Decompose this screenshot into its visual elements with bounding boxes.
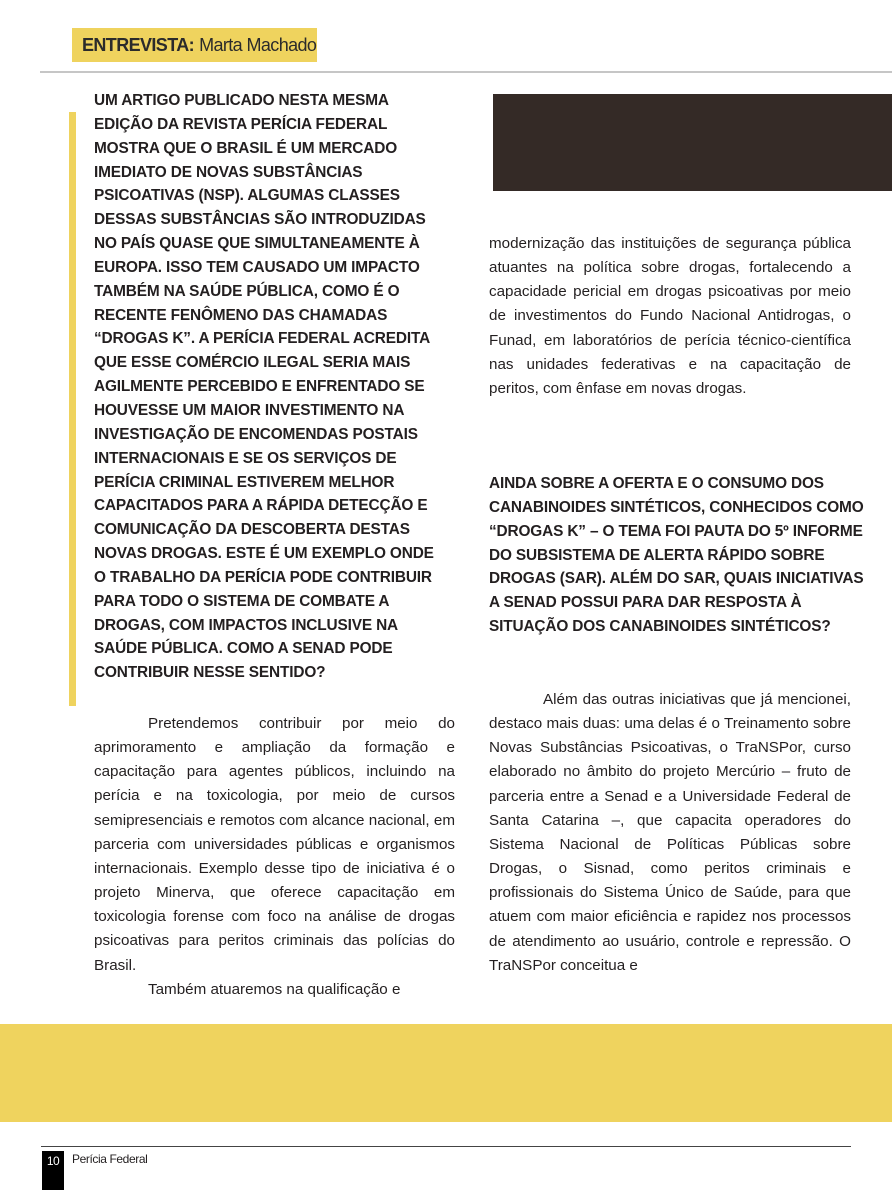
answer-2 xyxy=(489,688,851,978)
answer-paragraph: Pretendemos contribuir por meio do aprimoramento e ampliação da formação e capacitação para agentes públicos, incluindo na perícia e na toxicologia, por meio de cursos semipresenciais e remotos com alcance nacional, em parceria com universidades públicas e organismos internacionais. Exemplo desse tipo de iniciativa é o projeto Minerva, que oferece capacitação em toxicologia forense com foco na análise de drogas psicoativas para peritos criminais das polícias do Brasil. xyxy=(94,715,455,974)
answer-paragraph: Além das outras iniciativas que já mencionei, destaco mais duas: uma delas é o Treinamento sobre Novas Substâncias Psicoativas, o TraNSPor, curso elaborado no âmbito do projeto Mercúrio – fruto de parceria entre a Senad e a Universidade Federal de Santa Catarina –, que capacita operadores do Sistema Nacional de Políticas Públicas sobre Drogas, o Sisnad, como peritos criminais e profissionais do Sistema Único de Saúde, para que atuem com maior eficiência e rapidez nos processos de atendimento ao usuário, controle e repressão. O TraNSPor conceitua e xyxy=(489,691,851,974)
interview-question-1: UM ARTIGO PUBLICADO NESTA MESMA EDIÇÃO DA REVISTA PERÍCIA FEDERAL MOSTRA QUE O BRASIL É UM MERCADO IMEDIATO DE NOVAS SUBSTÂNCIAS PSICOATIVAS (NSP). ALGUMAS CLASSES DESSAS SUBSTÂNCIAS SÃO INTRODUZIDAS NO PAÍS QUASE QUE SIMULTANEAMENTE À EUROPA. ISSO TEM CAUSADO UM IMPACTO TAMBÉM NA SAÚDE PÚBLICA, COMO É O RECENTE FENÔMENO DAS CHAMADAS “DROGAS K”. A PERÍCIA FEDERAL ACREDITA QUE ESSE COMÉRCIO ILEGAL SERIA MAIS AGILMENTE PERCEBIDO E ENFRENTADO SE HOUVESSE UM MAIOR INVESTIMENTO NA INVESTIGAÇÃO DE ENCOMENDAS POSTAIS INTERNACIONAIS E SE OS SERVIÇOS DE PERÍCIA CRIMINAL ESTIVEREM MELHOR CAPACITADOS PARA A RÁPIDA DETECÇÃO E COMUNICAÇÃO DA DESCOBERTA DESTAS NOVAS DROGAS. ESTE É UM EXEMPLO ONDE O TRABALHO DA PERÍCIA PODE CONTRIBUIR PARA TODO O SISTEMA DE COMBATE A DROGAS, COM IMPACTOS INCLUSIVE NA SAÚDE PÚBLICA. COMO A SENAD PODE CONTRIBUIR NESSE SENTIDO? xyxy=(94,92,434,682)
dark-image-block xyxy=(493,94,892,191)
section-label: ENTREVISTA: xyxy=(82,34,195,55)
answer-1-right-column xyxy=(489,232,851,401)
page-number: 10 xyxy=(42,1151,64,1190)
interview-question-2: AINDA SOBRE A OFERTA E O CONSUMO DOS CANABINOIDES SINTÉTICOS, CONHECIDOS COMO “DROGAS K” – O TEMA FOI PAUTA DO 5º INFORME DO SUBSISTEMA DE ALERTA RÁPIDO SOBRE DROGAS (SAR). ALÉM DO SAR, QUAIS INICIATIVAS A SENAD POSSUI PARA DAR RESPOSTA À SITUAÇÃO DOS CANABINOIDES SINTÉTICOS? xyxy=(489,475,864,636)
footer-divider xyxy=(41,1146,851,1147)
interviewee-name: Marta Machado xyxy=(199,34,317,55)
answer-paragraph: Também atuaremos na qualificação e xyxy=(148,980,401,998)
section-header-tag xyxy=(72,28,317,62)
question-accent-bar xyxy=(69,112,76,706)
answer-paragraph: modernização das instituições de segurança pública atuantes na política sobre drogas, fortalecendo a capacidade pericial em drogas psicoativas por meio de investimentos do Fundo Nacional Antidrogas, o Funad, em laboratórios de perícia técnico-científica nas unidades federativas e na capacitação de peritos, com ênfase em novas drogas. xyxy=(489,235,851,397)
header-divider xyxy=(40,71,892,73)
answer-1-left-column xyxy=(94,712,455,1002)
decorative-yellow-band xyxy=(0,1024,892,1122)
publication-title: Perícia Federal xyxy=(72,1152,148,1166)
